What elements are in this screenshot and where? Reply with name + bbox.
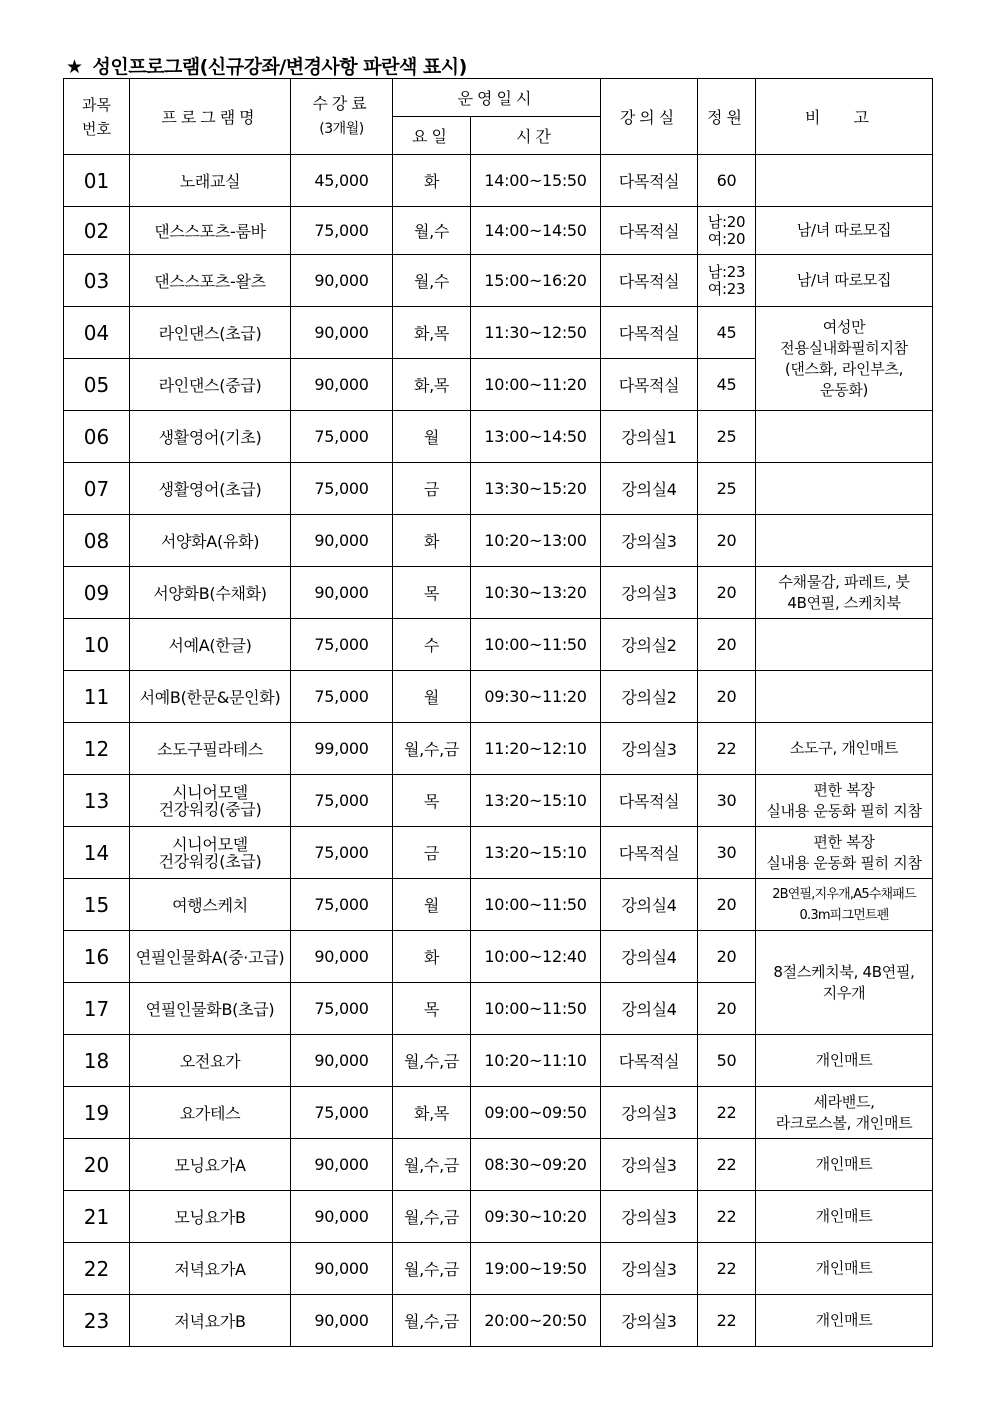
day-cell: 금 [393,827,471,879]
program-name-cell: 서예A(한글) [130,619,291,671]
header-time: 시간 [471,117,601,155]
day-cell: 월,수 [393,255,471,307]
program-name-cell: 연필인물화B(초급) [130,983,291,1035]
time-cell: 20:00~20:50 [471,1295,601,1347]
course-number-cell: 04 [64,307,130,359]
fee-cell: 90,000 [291,255,393,307]
fee-cell: 75,000 [291,411,393,463]
header-capacity: 정원 [698,79,756,155]
fee-cell: 75,000 [291,463,393,515]
room-cell: 강의실3 [601,1191,698,1243]
course-number-cell: 17 [64,983,130,1035]
title-text: 성인프로그램(신규강좌/변경사항 파란색 표시) [92,56,467,78]
time-cell: 10:30~13:20 [471,567,601,619]
room-cell: 다목적실 [601,307,698,359]
room-cell: 다목적실 [601,207,698,255]
fee-cell: 99,000 [291,723,393,775]
time-cell: 11:20~12:10 [471,723,601,775]
room-cell: 강의실1 [601,411,698,463]
time-cell: 10:20~13:00 [471,515,601,567]
program-name-cell: 모닝요가A [130,1139,291,1191]
capacity-cell: 20 [698,879,756,931]
course-number-cell: 15 [64,879,130,931]
note-cell [756,463,933,515]
table-row [64,671,933,723]
capacity-cell: 22 [698,1243,756,1295]
course-number-cell: 11 [64,671,130,723]
table-row [64,1035,933,1087]
time-cell: 11:30~12:50 [471,307,601,359]
day-cell: 화,목 [393,359,471,411]
program-name-cell: 시니어모델 건강워킹(초급) [130,827,291,879]
course-number-cell: 22 [64,1243,130,1295]
program-name-cell: 시니어모델 건강워킹(중급) [130,775,291,827]
day-cell: 월 [393,411,471,463]
time-cell: 10:00~11:50 [471,619,601,671]
day-cell: 목 [393,983,471,1035]
capacity-cell: 45 [698,307,756,359]
capacity-cell: 25 [698,463,756,515]
course-number-cell: 05 [64,359,130,411]
course-number-cell: 02 [64,207,130,255]
capacity-cell: 30 [698,827,756,879]
capacity-cell: 22 [698,723,756,775]
fee-cell: 75,000 [291,879,393,931]
note-cell: 개인매트 [756,1243,933,1295]
note-cell [756,411,933,463]
header-program-name: 프로그램명 [130,79,291,155]
table-row [64,307,933,359]
header-fee: 수강료 (3개월) [291,79,393,155]
time-cell: 13:20~15:10 [471,827,601,879]
room-cell: 강의실4 [601,879,698,931]
room-cell: 강의실3 [601,1243,698,1295]
time-cell: 14:00~14:50 [471,207,601,255]
program-name-cell: 오전요가 [130,1035,291,1087]
program-table [63,78,933,1347]
room-cell: 다목적실 [601,1035,698,1087]
room-cell: 강의실4 [601,463,698,515]
note-cell-merged: 8절스케치북, 4B연필, 지우개 [756,931,933,1035]
room-cell: 다목적실 [601,359,698,411]
note-cell: 편한 복장 실내용 운동화 필히 지참 [756,827,933,879]
table-row [64,879,933,931]
fee-cell: 90,000 [291,1191,393,1243]
table-row [64,411,933,463]
day-cell: 화,목 [393,307,471,359]
program-name-cell: 저녁요가B [130,1295,291,1347]
day-cell: 월,수,금 [393,1035,471,1087]
day-cell: 금 [393,463,471,515]
note-cell-merged: 여성만 전용실내화필히지참 (댄스화, 라인부츠, 운동화) [756,307,933,411]
capacity-cell: 22 [698,1139,756,1191]
program-name-cell: 서양화A(유화) [130,515,291,567]
fee-cell: 75,000 [291,1087,393,1139]
day-cell: 월,수,금 [393,1295,471,1347]
program-name-cell: 라인댄스(초급) [130,307,291,359]
room-cell: 다목적실 [601,155,698,207]
table-row [64,1139,933,1191]
program-name-cell: 소도구필라테스 [130,723,291,775]
course-number-cell: 06 [64,411,130,463]
day-cell: 화 [393,515,471,567]
program-name-cell: 댄스스포츠-왈츠 [130,255,291,307]
room-cell: 강의실3 [601,1087,698,1139]
note-cell: 세라밴드, 라크로스볼, 개인매트 [756,1087,933,1139]
room-cell: 강의실4 [601,983,698,1035]
day-cell: 월,수,금 [393,1243,471,1295]
table-row [64,1243,933,1295]
time-cell: 15:00~16:20 [471,255,601,307]
header-note: 비 고 [756,79,933,155]
header-day: 요일 [393,117,471,155]
course-number-cell: 01 [64,155,130,207]
fee-cell: 90,000 [291,1295,393,1347]
time-cell: 08:30~09:20 [471,1139,601,1191]
fee-cell: 90,000 [291,931,393,983]
capacity-cell: 60 [698,155,756,207]
room-cell: 강의실3 [601,567,698,619]
note-cell: 2B연필,지우개,A5수채패드 0.3m피그먼트펜 [756,879,933,931]
capacity-cell: 20 [698,567,756,619]
table-row [64,567,933,619]
note-cell: 개인매트 [756,1191,933,1243]
note-cell [756,515,933,567]
fee-cell: 75,000 [291,671,393,723]
room-cell: 다목적실 [601,775,698,827]
day-cell: 월,수,금 [393,1139,471,1191]
table-row [64,515,933,567]
fee-cell: 90,000 [291,1035,393,1087]
program-name-cell: 연필인물화A(중·고급) [130,931,291,983]
table-row [64,1087,933,1139]
course-number-cell: 23 [64,1295,130,1347]
room-cell: 강의실2 [601,671,698,723]
capacity-cell: 남:23 여:23 [698,255,756,307]
header-course-number: 과목 번호 [64,79,130,155]
course-number-cell: 12 [64,723,130,775]
program-name-cell: 서양화B(수채화) [130,567,291,619]
capacity-cell: 25 [698,411,756,463]
header-room: 강의실 [601,79,698,155]
note-cell: 남/녀 따로모집 [756,207,933,255]
time-cell: 10:00~11:50 [471,879,601,931]
fee-cell: 90,000 [291,359,393,411]
fee-cell: 90,000 [291,1139,393,1191]
day-cell: 월,수 [393,207,471,255]
day-cell: 월,수,금 [393,723,471,775]
time-cell: 10:00~11:20 [471,359,601,411]
capacity-cell: 남:20 여:20 [698,207,756,255]
time-cell: 13:30~15:20 [471,463,601,515]
time-cell: 10:20~11:10 [471,1035,601,1087]
day-cell: 월,수,금 [393,1191,471,1243]
fee-cell: 90,000 [291,567,393,619]
capacity-cell: 20 [698,619,756,671]
course-number-cell: 08 [64,515,130,567]
note-cell [756,619,933,671]
note-cell: 편한 복장 실내용 운동화 필히 지참 [756,775,933,827]
fee-cell: 45,000 [291,155,393,207]
note-cell [756,671,933,723]
program-name-cell: 노래교실 [130,155,291,207]
course-number-cell: 19 [64,1087,130,1139]
course-number-cell: 16 [64,931,130,983]
day-cell: 화,목 [393,1087,471,1139]
program-name-cell: 여행스케치 [130,879,291,931]
day-cell: 목 [393,775,471,827]
course-number-cell: 14 [64,827,130,879]
table-row [64,1191,933,1243]
program-name-cell: 저녁요가A [130,1243,291,1295]
program-name-cell: 요가테스 [130,1087,291,1139]
room-cell: 강의실3 [601,1139,698,1191]
course-number-cell: 21 [64,1191,130,1243]
day-cell: 월 [393,671,471,723]
time-cell: 09:30~11:20 [471,671,601,723]
time-cell: 09:30~10:20 [471,1191,601,1243]
time-cell: 19:00~19:50 [471,1243,601,1295]
capacity-cell: 50 [698,1035,756,1087]
room-cell: 강의실4 [601,931,698,983]
course-number-cell: 07 [64,463,130,515]
note-cell: 남/녀 따로모집 [756,255,933,307]
day-cell: 목 [393,567,471,619]
header-schedule: 운영일시 [393,79,601,117]
room-cell: 강의실3 [601,723,698,775]
note-cell [756,155,933,207]
capacity-cell: 22 [698,1087,756,1139]
star-icon: ★ [66,56,83,78]
fee-cell: 90,000 [291,1243,393,1295]
room-cell: 강의실2 [601,619,698,671]
capacity-cell: 30 [698,775,756,827]
room-cell: 강의실3 [601,515,698,567]
page-title [66,52,467,79]
day-cell: 화 [393,155,471,207]
room-cell: 강의실3 [601,1295,698,1347]
table-row [64,255,933,307]
program-name-cell: 서예B(한문&문인화) [130,671,291,723]
table-row [64,723,933,775]
fee-cell: 75,000 [291,827,393,879]
fee-cell: 90,000 [291,307,393,359]
table-row [64,155,933,207]
time-cell: 09:00~09:50 [471,1087,601,1139]
day-cell: 수 [393,619,471,671]
note-cell: 개인매트 [756,1295,933,1347]
table-row [64,207,933,255]
fee-cell: 75,000 [291,207,393,255]
table-row [64,463,933,515]
course-number-cell: 03 [64,255,130,307]
program-name-cell: 모닝요가B [130,1191,291,1243]
note-cell: 개인매트 [756,1035,933,1087]
course-number-cell: 10 [64,619,130,671]
table-row [64,1295,933,1347]
table-row [64,931,933,983]
time-cell: 13:00~14:50 [471,411,601,463]
table-row [64,619,933,671]
time-cell: 10:00~11:50 [471,983,601,1035]
fee-cell: 75,000 [291,983,393,1035]
room-cell: 다목적실 [601,827,698,879]
note-cell: 개인매트 [756,1139,933,1191]
course-number-cell: 18 [64,1035,130,1087]
fee-cell: 75,000 [291,619,393,671]
fee-cell: 90,000 [291,515,393,567]
program-name-cell: 생활영어(초급) [130,463,291,515]
course-number-cell: 20 [64,1139,130,1191]
capacity-cell: 20 [698,931,756,983]
day-cell: 화 [393,931,471,983]
course-number-cell: 13 [64,775,130,827]
note-cell: 수채물감, 파레트, 붓 4B연필, 스케치북 [756,567,933,619]
time-cell: 10:00~12:40 [471,931,601,983]
fee-cell: 75,000 [291,775,393,827]
capacity-cell: 45 [698,359,756,411]
program-name-cell: 댄스스포츠-룸바 [130,207,291,255]
course-number-cell: 09 [64,567,130,619]
program-name-cell: 생활영어(기초) [130,411,291,463]
capacity-cell: 20 [698,515,756,567]
capacity-cell: 22 [698,1295,756,1347]
time-cell: 13:20~15:10 [471,775,601,827]
room-cell: 다목적실 [601,255,698,307]
program-name-cell: 라인댄스(중급) [130,359,291,411]
time-cell: 14:00~15:50 [471,155,601,207]
table-row [64,775,933,827]
day-cell: 월 [393,879,471,931]
capacity-cell: 20 [698,671,756,723]
capacity-cell: 20 [698,983,756,1035]
note-cell: 소도구, 개인매트 [756,723,933,775]
table-row [64,827,933,879]
capacity-cell: 22 [698,1191,756,1243]
